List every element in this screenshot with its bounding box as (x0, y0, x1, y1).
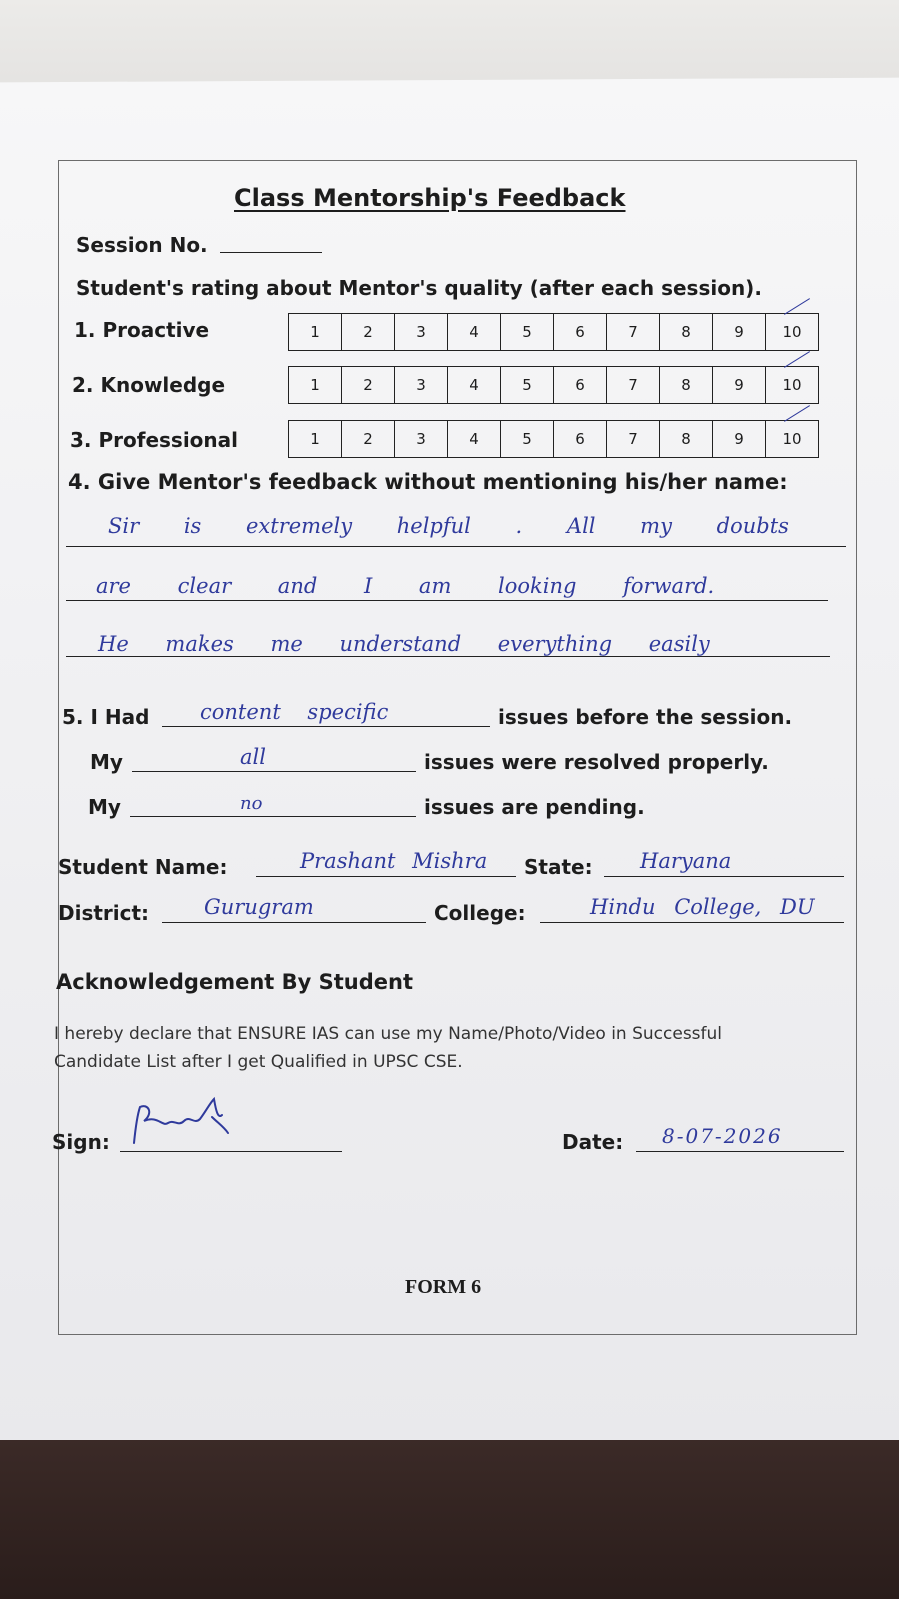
sign-label: Sign: (52, 1130, 110, 1154)
rating-cell-text: 10 (782, 430, 802, 448)
issues-resolved-value: all (240, 745, 266, 769)
date-field[interactable] (636, 1151, 844, 1152)
session-label: Session No. (76, 233, 208, 257)
rating-label-professional: 3. Professional (70, 428, 238, 452)
rating-cell[interactable]: 8 (660, 367, 713, 404)
feedback-line-2[interactable] (66, 600, 828, 601)
rating-cell[interactable]: 4 (448, 314, 501, 351)
district-value: Gurugram (204, 895, 314, 919)
rating-label-knowledge: 2. Knowledge (72, 373, 226, 397)
issues-resolved-suffix: issues were resolved properly. (424, 750, 769, 774)
date-label: Date: (562, 1130, 624, 1154)
college-value: Hindu College, DU (590, 895, 815, 919)
date-value: 8-07-2026 (662, 1124, 783, 1148)
rating-cell-selected[interactable] (766, 367, 819, 404)
rating-cell-text: 10 (782, 323, 802, 341)
acknowledgement-text-line2: Candidate List after I get Qualified in UPSC CSE. (54, 1052, 463, 1072)
rating-cell[interactable]: 9 (713, 367, 766, 404)
rating-cell-text: 10 (782, 376, 802, 394)
rating-cell[interactable]: 5 (501, 421, 554, 458)
rating-cell[interactable]: 1 (289, 314, 342, 351)
issues-pending-field[interactable] (130, 816, 416, 817)
issues-had-suffix: issues before the session. (498, 705, 793, 729)
rating-cell[interactable]: 8 (660, 421, 713, 458)
rating-cell[interactable]: 3 (395, 314, 448, 351)
rating-cell[interactable]: 7 (607, 314, 660, 351)
rating-cell[interactable]: 5 (501, 314, 554, 351)
rating-cell[interactable]: 9 (713, 421, 766, 458)
feedback-text-1: Sir is extremely helpful . All my doubts (108, 514, 789, 538)
rating-cell[interactable]: 2 (342, 367, 395, 404)
rating-cell-selected[interactable] (766, 314, 819, 351)
issues-pending-label: My (88, 795, 121, 819)
issues-pending-value: no (240, 793, 263, 814)
signature-icon (128, 1093, 238, 1153)
acknowledgement-heading: Acknowledgement By Student (56, 970, 413, 994)
acknowledgement-text-line1: I hereby declare that ENSURE IAS can use my Name/Photo/Video in Successful (54, 1024, 723, 1044)
college-label: College: (434, 901, 526, 925)
rating-cell[interactable]: 1 (289, 421, 342, 458)
rating-intro: Student's rating about Mentor's quality (after each session). (76, 276, 762, 300)
student-name-label: Student Name: (58, 855, 228, 879)
student-name-field[interactable] (256, 876, 516, 877)
student-name-value: Prashant Mishra (300, 849, 488, 873)
feedback-line-3[interactable] (66, 656, 830, 657)
rating-cell[interactable]: 8 (660, 314, 713, 351)
state-value: Haryana (640, 849, 732, 873)
college-field[interactable] (540, 922, 844, 923)
district-field[interactable] (162, 922, 426, 923)
rating-scale-proactive (288, 313, 819, 351)
feedback-label: 4. Give Mentor's feedback without mentioning his/her name: (68, 470, 788, 494)
background-surface-bottom (0, 1440, 899, 1599)
rating-cell[interactable]: 4 (448, 367, 501, 404)
rating-cell[interactable]: 4 (448, 421, 501, 458)
rating-cell[interactable]: 2 (342, 421, 395, 458)
rating-cell[interactable]: 3 (395, 421, 448, 458)
background-surface-top (0, 0, 899, 90)
rating-scale-professional (288, 420, 819, 458)
rating-scale-knowledge (288, 366, 819, 404)
feedback-text-2: are clear and I am looking forward. (96, 574, 715, 598)
feedback-text-3: He makes me understand everything easily (98, 632, 710, 656)
rating-cell[interactable]: 7 (607, 367, 660, 404)
rating-cell[interactable]: 2 (342, 314, 395, 351)
rating-cell[interactable]: 3 (395, 367, 448, 404)
rating-cell[interactable]: 7 (607, 421, 660, 458)
rating-cell[interactable]: 6 (554, 367, 607, 404)
form-footer: FORM 6 (405, 1276, 482, 1298)
rating-cell[interactable]: 6 (554, 421, 607, 458)
rating-cell-selected[interactable] (766, 421, 819, 458)
state-field[interactable] (604, 876, 844, 877)
rating-cell[interactable]: 1 (289, 367, 342, 404)
rating-cell[interactable]: 5 (501, 367, 554, 404)
issues-pending-suffix: issues are pending. (424, 795, 645, 819)
state-label: State: (524, 855, 593, 879)
session-field[interactable] (220, 252, 322, 253)
rating-label-proactive: 1. Proactive (74, 318, 210, 342)
issues-had-value: content specific (200, 700, 389, 724)
issues-had-field[interactable] (162, 726, 490, 727)
issues-resolved-label: My (90, 750, 123, 774)
rating-cell[interactable]: 6 (554, 314, 607, 351)
issues-had-label: 5. I Had (62, 705, 150, 729)
district-label: District: (58, 901, 150, 925)
rating-cell[interactable]: 9 (713, 314, 766, 351)
feedback-line-1[interactable] (66, 546, 846, 547)
issues-resolved-field[interactable] (132, 771, 416, 772)
form-title: Class Mentorship's Feedback (234, 184, 626, 212)
